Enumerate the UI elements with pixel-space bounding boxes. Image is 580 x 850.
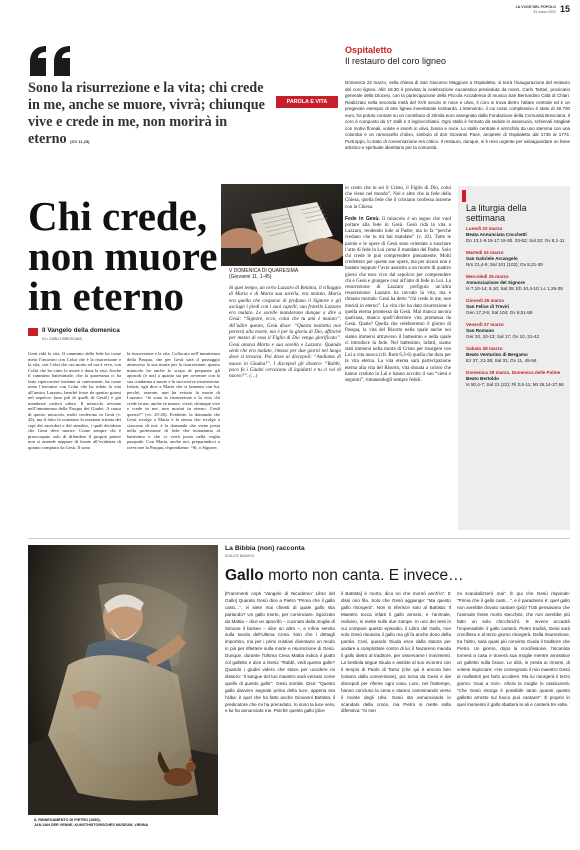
bibbia-byline: DI ALICE BIANCHI: [225, 554, 254, 558]
page-header: [440, 4, 570, 16]
bibbia-column-2: il Battista] è morto, dico no che morirò anch’io”. E dissi ono fila. Solo che Gesù aggiunge: “Ma questo gallo risorgerà”. Non si riferisce solo al Battista: Il Maestro tocca infatti il gallo arrosto, e l’animale, redivivo, si mette sulle due zampe. In uno dei testi in cui compare questo episodio, il Libro del Gallo, non solo Gesù risuscita il gallo ma gli fa anche dono della parola. Così, quando Giuda esce dalla stanza per andare a complottare contro di lui, il Nazareno manda il gallo dietro al traditore, per osservarne i movimenti. La bestiola segue Giuda e assiste al suo incontro con il tempio di Paolo di Tarso (che qui è ancora ben lontano dalla conversione), poi torna da Gesù e dai discepoli per riferire ogni cosa. Loro, nel frattempo, hanno concluso la cena e stanno camminando verso il monte degli Ulivi. Gesù sta annunciando lo scandalo della croce, ma Pietro si mette sulla difensiva: “Io non: [341, 591, 451, 714]
gospel-quote: [28, 80, 268, 150]
col4-subhead: Fede in Gesù.: [345, 215, 380, 222]
peter-denial-painting: [28, 545, 218, 815]
liturgy-day: [466, 322, 566, 340]
liturgy-saint: Beata Annunciata Cocchetti: [466, 232, 527, 237]
ospitaletto-title: Il restauro del coro ligneo: [345, 56, 447, 66]
liturgy-readings: Is 7,10-14; 8,10; Sal 39; Eb 10,4-10; Lc 1,26-38: [466, 286, 563, 291]
liturgy-title: La liturgia della settimana: [466, 203, 527, 223]
caption-line-1: IL RINNEGAMENTO DI PIETRO (1650),: [34, 818, 101, 822]
main-kicker: Il Vangelo della domenica: [42, 327, 120, 334]
bibbia-title: [225, 567, 464, 585]
bibbia-column-3: mi scandalizzerò mai”. È qui che Gesù risponde: “Prima che il gallo canti…”, e il paradosso è: quel gallo non avrebbe dovuto cantare (più)! Tutti pensavano che l’animale fosse morto stecchito, che non avrebbe più fatto un solo chicchirichì. E invece accadrà l’impensabile: il gallo canterà, Pietro tradirà, Gesù sarà crocifisso e al terzo giorno risorgerà. Della risurrezione, tra l’altro, sarà quasi più convinto Giuda il traditore che Pietro. Un giorno, dopo la crocifissione, l’Iscariota tornerà a casa e troverà sua moglie mentre arrostisce un galletto sulla brace. Le dirà, in preda ai rimorsi, di volersi impiccare: «Ho consegnato il mio maestro Gesù ai malfattori per farlo uccidere. Ma lui risorgerà il terzo giorno. Guai a noi!». Allora la moglie lo rassicurerà: “Che Gesù risorga è possibile tanto quanto questo galletto arrosto sul fuoco può cantare!”. È proprio in quel momento il gallo sbatterà le ali e canterà tre volte.: [457, 591, 570, 707]
liturgy-saint: San Gabriele Arcangelo: [466, 256, 518, 261]
liturgy-saint: Annunciazione del Signore: [466, 280, 525, 285]
quote-mark-icon: [28, 44, 78, 78]
liturgy-readings: Ez 37, 21-28; Sal 31; Gv 11, 45-56: [466, 358, 537, 363]
liturgy-day: [466, 250, 566, 268]
liturgy-sidebar: [458, 186, 570, 530]
liturgy-date: Martedì 24 marzo: [466, 250, 504, 255]
bible-reading-photo: [221, 184, 343, 266]
liturgy-date: Sabato 28 marzo: [466, 346, 503, 351]
liturgy-date: Venerdì 27 marzo: [466, 322, 504, 327]
ospitaletto-kicker: Ospitaletto: [345, 45, 393, 55]
liturgy-saint: Beato Bertoldo: [466, 376, 499, 381]
main-column-2: la risurrezione e la vita. Collocato nell’imminenza della Pasqua, che per Gesù sarà il passaggio attraverso la sua morte per la risurrezione, questo miracolo ha anche lo scopo di preparare gli apostoli (e noi) a quanto sta per avvenire con la sua condanna a morte e la successiva risurrezione. Infatti, egli dice a Marta che si lamenta con lui, perché, assente, non ha evitato la morte di Lazzaro: “Io sono la risurrezione e la vita; chi crede in me, anche se muore, vivrà; chiunque vive e crede in me, non morirà in eterno. Credi questo?” (vv. 25-26). Evidente, la domanda che Gesù rivolge a Marta è la stessa che rivolge a ciascuno di noi: è la domanda che viene posta nella professione di fede che avanziamo al battesimo e che ci verrà posta nella veglia pasquale. Con Marta, anche noi, preparandoci a ravvivare la Pasqua, rispondiamo: “Sì, o Signore,: [127, 351, 220, 450]
liturgy-day: [466, 274, 566, 292]
parola-vita-tag: PAROLA E VITA: [276, 96, 338, 108]
bibbia-tag: La Bibbia (non) racconta: [225, 545, 305, 552]
liturgy-readings: Nm 21,4-9; Sal 101 (102); Gv 8,21-30: [466, 262, 543, 267]
liturgy-readings: Gen 17,3-9; Sal 104; Gv 8,51-59: [466, 310, 533, 315]
col4-intro: io credo che tu sei il Cristo, il Figlio di Dio, colui che viene nel mondo”. Noi e altre che la fede della Chiesa, quella fede che il cristiano confessa insieme con la Chiesa.: [345, 186, 451, 210]
main-column-4: [345, 186, 451, 385]
gospel-title: V DOMENICA DI QUARESIMA: [229, 268, 299, 274]
liturgy-readings: Ger 20, 10-13; Sal 17; Gv 10, 31-42: [466, 334, 540, 339]
liturgy-marker: [462, 190, 466, 202]
liturgy-day: [466, 226, 566, 244]
ospitaletto-body: Domenica 22 marzo, nella chiesa di San Giacomo Maggiore a Ospitaletto, si terrà l’inaugurazione del restauro del coro ligneo. Alle 18.30 è prevista la celebrazione eucaristica presieduta da mons. Carlo Tartari, provicario generale della Diocesi, con la partecipazione della Piccola Accademia di musica San Bernardino Città di Chiari. Realizzato nella seconda metà del XVII secolo in noce e ulivo, il coro si trova dietro l’altare centrale ed è un pregevole esempio di arte lignea inventariale lombarda. L’intervento, il cui costo complessivo è stato di 40.700 euro, ha potuto contare su un contributo di 20mila euro assegnato dalla Fondazione della Comunità Bresciana. Il coro è composto da 17 stalli e 3 inginocchiatoi. Ogni stallo è formato da sedute in assenucia, schienali intagliati con motivi floreali, volute e inserti in ulivo, bosso e noce. Lo stallo centrale è arricchito da uno stemma con una colomba e un ramoscello d’ulivo, simbolo di don Giovanni Pace, arciprete di Ospitaletto dal 1736 al 1774. Purtroppo, lo stato di conservazione era critico. Il restauro, dunque, si è reso urgente per salvaguardare un bene artistico e spirituale identitario per la comunità.: [345, 80, 570, 150]
main-byline: DI • CARLO BRESCIANI: [42, 337, 82, 341]
liturgy-readings: Is 50,4-7; Sal 21 (22); Fil 2,6-11; Mt 26,14-27,66: [466, 382, 564, 387]
quote-text: Sono la risurrezione e la vita; chi crede in me, anche se muore, vivrà; chiunque vive e crede in me, non morirà in eterno: [28, 80, 265, 147]
bibbia-title-rest: morto non canta. E invece…: [268, 567, 464, 584]
bibbia-divider: [28, 538, 570, 539]
liturgy-date: Lunedì 23 marzo: [466, 226, 503, 231]
gospel-text: In quel tempo, un certo Lazzaro di Betània, il villaggio di Maria e di Marta sua sorella, era malato. Maria era quella che cosparse di profumo il Signore e gli asciugò i piedi con i suoi capelli; suo fratello Lazzaro era malato. Le sorelle mandarono dunque a dire a Gesù: “Signore, ecco, colui che tu ami è malato”. All’udire questo, Gesù disse: “Questa malattia non porterà alla morte, ma è per la gloria di Dio, affinché per mezzo di essa il Figlio di Dio venga glorificato”. Gesù amava Marta e sua sorella e Lazzaro. Quando sentì che era malato, rimase per due giorni nel luogo dove si trovava. Poi disse ai discepoli: “Andiamo di nuovo in Giudea!”. I discepoli gli dissero: “Rabbì, poco fa i Giudei cercavano di lapidarti e tu ci vai di nuovo?”. (…): [229, 285, 342, 380]
liturgy-date: Domenica 29 marzo, Domenica delle Palme: [466, 370, 561, 375]
painting-caption: [34, 818, 219, 827]
liturgy-day: [466, 370, 566, 388]
bibbia-column-1: [Frammenti copti ‘Vangelo di Nicodemo’ Libro del Gallo] Quando Gesù dice a Pietro “Prima che il gallo canti…”, vi siete mai chiesti di quale gallo stia parlando? Un gallo morto, per cominciare. Sgozzato da Mattia – dice un apocrifo – cucinato dalla moglie di Simone il fariseo – dice un altro –, e infine servito sulla tavola dell’Ultima Cena. Non che i dettagli importino, ma per i primi cristiani diventano un modo in più per riflettere sulla morte e risurrezione di Gesù. Dunque, durante l’Ultima Cena Mattia indica il piatto col galletto e dice a Gesù: “Rabbì, vedi questo gallo? Quando i giudei videro che stavo per uccidere mi dissero: ‘Il sangue del tuo maestro sarà versato come quello di questo gallo’”. Gesù sorride. Dice: “Questo gallo davvero segnale prima della luce, appena era l’alba: è quel che ha fatto anche Giovanni Battista, il predicatore che mi ha preceduto. Io sono la luce vera, e lui ha annunciato me. Poiché questo gallo [dice: [225, 591, 335, 714]
liturgy-days: [466, 226, 566, 394]
col4-body: [345, 216, 451, 384]
ospitaletto-article: [345, 45, 570, 152]
gospel-ref: (Giovanni 11, 1-45): [229, 274, 272, 280]
bibbia-title-bold: Gallo: [225, 567, 264, 584]
page-number: 15: [559, 4, 570, 14]
gospel-column: [229, 268, 341, 379]
main-headline: Chi crede, non muore in eterno: [28, 193, 218, 319]
liturgy-saint: San Romano: [466, 328, 495, 333]
main-column-1: Gesù ridà la vita. Il cammino della fede ha come meta l’incontro con Colui che è la risurrezione e la vita, con Colui che ora morto ed ora è vivo, con Colui che ha vinto la morte e dona la vita. Anche il cammino battesimale, che la quaresima ci ha fatto ripercorrere insieme ai catecumeni, ha come meta l’incontro con Colui che ha ridato la vita all’amico Lazzaro, benché fosse da quattro giorni nel sepolcro (uno più di quelli di Gesù!) e già mandasse cattivo odore. Il miracolo avviene nell’imminenza della Pasqua dei Giudei. A causa di questo miracolo, molti crederono in Gesù (v. 45), ma il fatto fa scatenare la reazione irritata dei capi dei sacerdoti e del sinedrio, i quali decidono che Gesù deve morire. Come sempre chi è preoccupato solo di difendere il proprio potere non si arrende neppure di fronte all’evidenza di quanto compiuto da Gesù. Il sono: [28, 351, 121, 450]
col4-text: Il miracolo è un segno che vuol portare alla fede in Gesù. Gesù ridà la vita a Lazzaro, rendendo lode al Padre, ma lo fa “perché credano che tu mi hai mandato” (v. 42). Tutte le parole e le opere di Gesù sono orientate a suscitare l’atto di fede in Lui come il mandato del Padre. Solo chi crede le può comprendere pienamente. Molti credettero per queste sue opere, ma per alcuni non è bastato neppure l’aver assistito a un morto di quattro giorni che esce vivo dal sepolcro per comprendere chi è Gesù e giungere così all’atto di fede in Lui. La resurrezione di Lazzaro prefigura un’altra resurrezione: Lazzaro ha ravvato la vita, ma è rimasto mortale. Gesù ha detto “chi crede in me, non morirà in eterno”. La vita che ha dato risurrezione è quella eterna promessa da Gesù. Mai manca ancora qualcosa, manca quell’ulteriore vita promessa da Gesù. Quale? Quella che celebreremo il giorno di Pasqua, la vita del Risorto nella quale anche noi siamo immersi attraverso il battesimo e nella quale ci introduce la fede. Nel battesimo, infatti, siamo stati immersi nella morte di Cristo per risorgere con Lui a vita nuova (cfr. Rom 6,3-6) quella che dura per la vita eterna. La vita eterna sarà partecipazione eterna alla vita del Risorto, vita donata a coloro che hanno creduto in Lui e hanno accolto il suo “vieni e seguimi”, rimanendogli sempre fedeli.: [345, 216, 451, 384]
liturgy-date: Giovedì 26 marzo: [466, 298, 505, 303]
liturgy-saint: Beato Venturino di Bergamo: [466, 352, 528, 357]
caption-line-2: JAN VAN DER VENNE, KUNSTHISTORISCHES MUSEUM, VIENNA: [34, 822, 149, 827]
quote-ref: (GV 11,25): [70, 139, 90, 144]
liturgy-date: Mercoledì 25 marzo: [466, 274, 509, 279]
header-section: LA VOCE DEL POPOLO: [515, 5, 556, 9]
header-date: 31 marzo 2022: [533, 10, 556, 14]
liturgy-saint: San Felice di Treviri: [466, 304, 510, 309]
liturgy-day: [466, 298, 566, 316]
liturgy-readings: Dn 13,1-9.15-17.19-30. 33-62; Sal 22; Gv 8,1-11: [466, 238, 565, 243]
liturgy-day: [466, 346, 566, 364]
kicker-marker: [28, 328, 38, 336]
